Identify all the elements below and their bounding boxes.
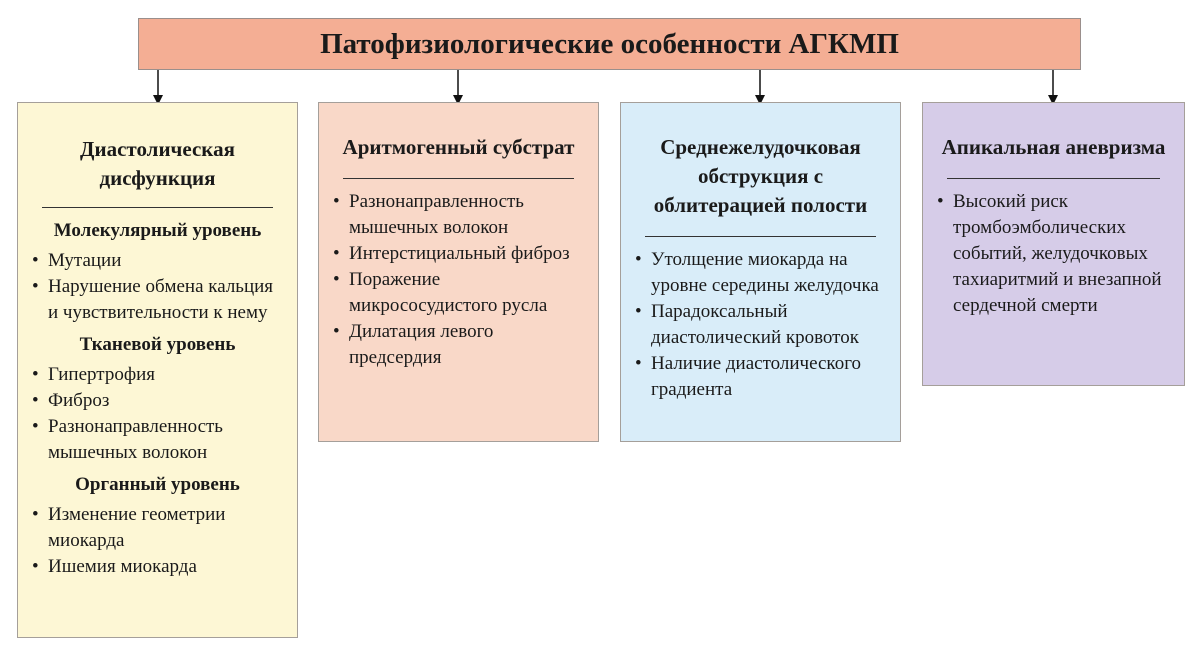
list-item: • Дилатация левого предсердия: [333, 319, 584, 371]
list-item: • Гипертрофия: [32, 362, 283, 388]
list-arrhythmogenic: [333, 189, 584, 371]
list-item: • Парадоксальный диастолический кровоток: [635, 299, 886, 351]
list-item: • Разнонаправленность мышечных волокон: [32, 414, 283, 466]
list-item: • Утолщение миокарда на уровне середины желудочка: [635, 247, 886, 299]
divider: [947, 178, 1160, 179]
box-arrhythmogenic-substrate: [318, 102, 599, 442]
list-item: • Нарушение обмена кальция и чувствительности к нему: [32, 274, 283, 326]
divider: [343, 178, 574, 179]
diagram-title: Патофизиологические особенности АГКМП: [138, 18, 1081, 70]
list-item: • Поражение микрососудистого русла: [333, 267, 584, 319]
box-title: Апикальная аневризма: [941, 135, 1166, 159]
box-title: Среднежелудочковая обструкция с облитерацией полости: [653, 135, 868, 217]
box-midventricular-obstruction: [620, 102, 901, 442]
list-item: • Разнонаправленность мышечных волокон: [333, 189, 584, 241]
list-item: • Фиброз: [32, 388, 283, 414]
box-diastolic-dysfunction: [17, 102, 298, 638]
box-title: Аритмогенный субстрат: [342, 135, 575, 159]
list-tissue: [32, 362, 283, 466]
box-apical-aneurysm: [922, 102, 1185, 386]
section-heading-tissue: Тканевой уровень: [79, 334, 236, 355]
list-apical: [937, 189, 1170, 319]
list-midventricular: [635, 247, 886, 403]
box-title: Диастолическая дисфункция: [80, 137, 235, 190]
list-item: • Наличие диастолического градиента: [635, 351, 886, 403]
list-item: • Интерстициальный фиброз: [333, 241, 584, 267]
connector-arrows: [0, 0, 1200, 110]
list-item: • Высокий риск тромбоэмболических событий, желудочковых тахиаритмий и внезапной сердечной смерти: [937, 189, 1170, 319]
list-molecular: [32, 248, 283, 326]
divider: [42, 207, 273, 208]
list-item: • Изменение геометрии миокарда: [32, 502, 283, 554]
list-organ: [32, 502, 283, 580]
divider: [645, 236, 876, 237]
section-heading-molecular: Молекулярный уровень: [53, 220, 262, 241]
list-item: • Мутации: [32, 248, 283, 274]
list-item: • Ишемия миокарда: [32, 554, 283, 580]
section-heading-organ: Органный уровень: [75, 474, 240, 495]
